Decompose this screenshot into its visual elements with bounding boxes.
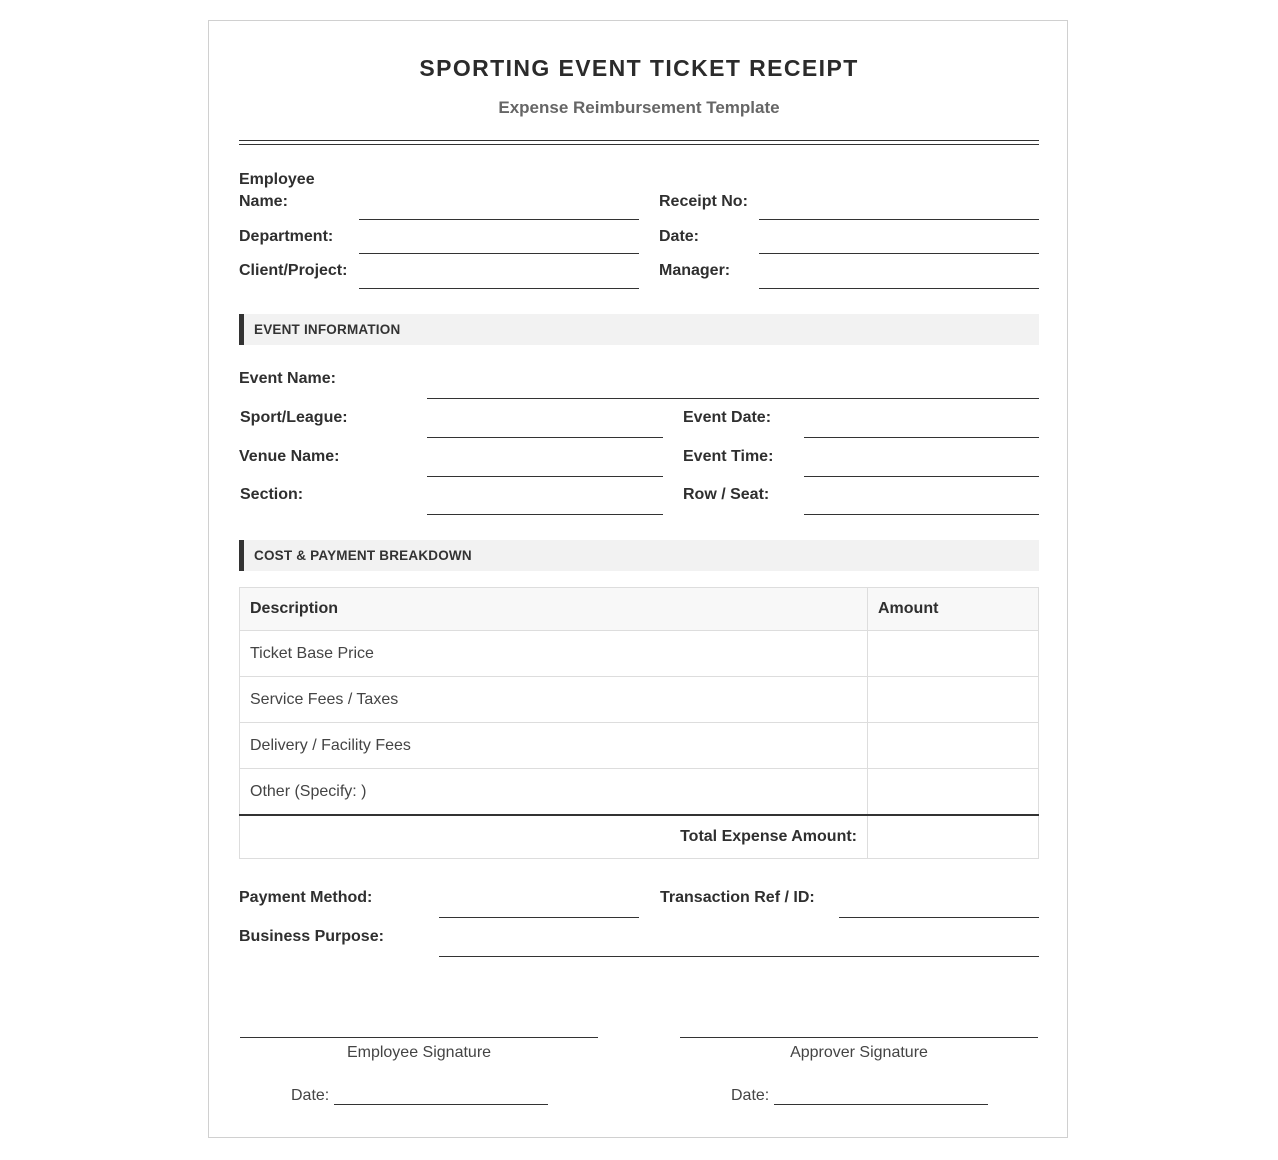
page-subtitle: Expense Reimbursement Template [498,98,780,117]
approver-signature-date-label: Date: [731,1087,770,1104]
approver-signature-line[interactable] [680,1037,1038,1038]
section-label: Section: [240,486,304,503]
receipt-no-label: Receipt No: [659,193,748,210]
cost-payment-heading-text: COST & PAYMENT BREAKDOWN [254,548,472,563]
table-row [240,677,1039,723]
row-seat-label: Row / Seat: [683,486,770,503]
row-description: Ticket Base Price [240,631,868,677]
total-expense-amount-cell[interactable] [868,815,1039,859]
employee-signature-date-field[interactable] [334,1104,548,1105]
event-time-field[interactable] [804,476,1039,477]
section-field[interactable] [427,514,663,515]
department-label: Department: [239,228,334,245]
event-date-label: Event Date: [683,409,772,426]
business-purpose-label: Business Purpose: [239,928,384,945]
column-header-amount: Amount [868,588,1039,631]
event-information-heading-text: EVENT INFORMATION [254,322,401,337]
table-row [240,769,1039,816]
row-amount-cell[interactable] [868,769,1039,816]
table-row [240,723,1039,769]
transaction-ref-field[interactable] [839,917,1039,918]
cost-table [239,587,1039,859]
employee-signature-date-label: Date: [291,1087,330,1104]
row-seat-field[interactable] [804,514,1039,515]
payment-method-field[interactable] [439,917,639,918]
row-amount-cell[interactable] [868,631,1039,677]
date-field[interactable] [759,253,1039,254]
row-description: Delivery / Facility Fees [240,723,868,769]
employee-name-label [239,169,315,213]
row-amount-cell[interactable] [868,677,1039,723]
sport-league-field[interactable] [427,437,663,438]
approver-signature-date-field[interactable] [774,1104,988,1105]
event-name-field[interactable] [427,398,1039,399]
employee-signature-line[interactable] [240,1037,598,1038]
venue-name-label: Venue Name: [239,448,340,465]
event-information-heading [239,314,1039,345]
sport-league-label: Sport/League: [240,409,348,426]
row-description: Other (Specify: ) [240,769,868,816]
page-title: SPORTING EVENT TICKET RECEIPT [419,55,859,81]
venue-name-field[interactable] [427,476,663,477]
total-row [240,815,1039,859]
employee-name-label-line1: Employee [239,171,315,188]
row-description: Service Fees / Taxes [240,677,868,723]
client-project-field[interactable] [359,288,639,289]
cost-payment-heading [239,540,1039,571]
table-row [240,631,1039,677]
receipt-no-field[interactable] [759,219,1039,220]
receipt-page [208,20,1068,1138]
department-field[interactable] [359,253,639,254]
approver-signature-caption: Approver Signature [790,1044,928,1061]
transaction-ref-label: Transaction Ref / ID: [660,889,815,906]
event-date-field[interactable] [804,437,1039,438]
column-header-description: Description [240,588,868,631]
row-amount-cell[interactable] [868,723,1039,769]
payment-method-label: Payment Method: [239,889,373,906]
total-expense-label: Total Expense Amount: [240,815,868,859]
employee-signature-caption: Employee Signature [346,1044,492,1061]
business-purpose-field[interactable] [439,956,1039,957]
cost-table-header-row [240,588,1039,631]
event-name-label: Event Name: [239,370,336,387]
client-project-label: Client/Project: [239,262,348,279]
manager-label: Manager: [659,262,731,279]
employee-name-label-line2: Name: [239,193,288,210]
date-label: Date: [659,228,700,245]
event-time-label: Event Time: [683,448,774,465]
header-divider [239,140,1039,145]
manager-field[interactable] [759,288,1039,289]
employee-name-field[interactable] [359,219,639,220]
